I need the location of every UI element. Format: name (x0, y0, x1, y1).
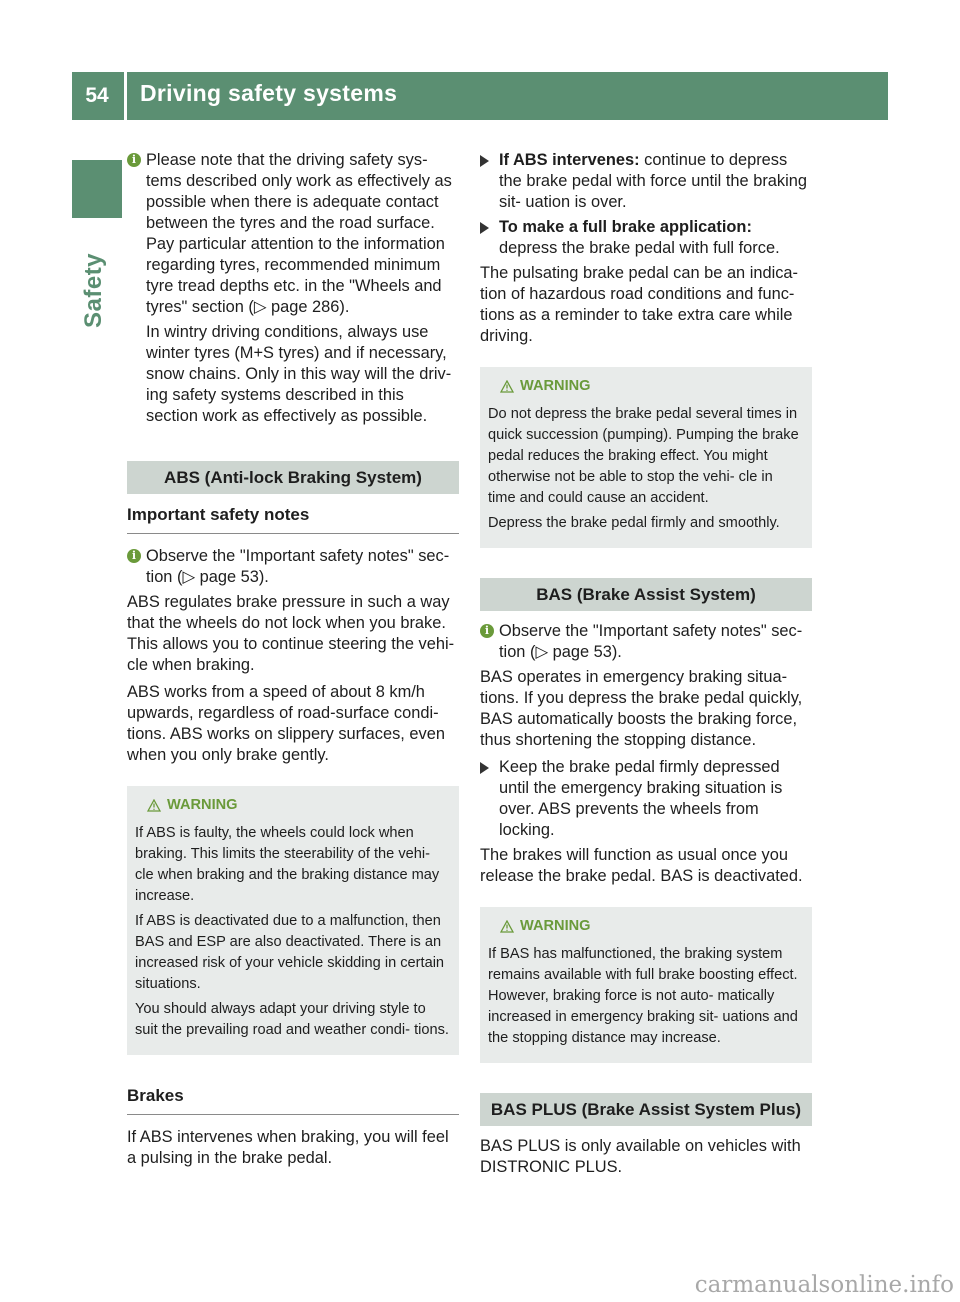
warning-box (127, 786, 459, 1055)
info-icon: i (480, 624, 494, 638)
step-text: Keep the brake pedal firmly depressed until the emergency braking situation is over. ABS prevents the wheels from locking. (499, 758, 783, 839)
warning-label: WARNING (520, 918, 591, 934)
warning-heading (488, 376, 804, 397)
body-paragraph: If ABS intervenes when braking, you will feel a pulsing in the brake pedal. (127, 1128, 449, 1167)
subheading-important-notes: Important safety notes (127, 504, 459, 534)
warning-heading (488, 916, 804, 937)
left-column (127, 150, 459, 1175)
info-note-text: Observe the "Important safety notes" sec- tion (▷ page 53). (146, 547, 450, 586)
warning-text: Do not depress the brake pedal several times in quick succession (pumping). Pumping the brake pedal reduces the braking effect. You might otherwise not be able to stop the vehi- cle in time and could cause an accident. (488, 406, 799, 506)
body-paragraph: The brakes will function as usual once you release the brake pedal. BAS is deactivated. (480, 846, 803, 885)
info-note-text: Please note that the driving safety sys- tems described only work as effectively as possible when there is adequate contact between the tyres and the road surface. Pay particular attention to the information regarding tyres, recommended minimum tyre tread depths etc. in the "Wheels and tyres" section (▷ page 286). (146, 151, 452, 316)
step-text: depress the brake pedal with full force. (499, 239, 780, 257)
warning-triangle-icon (147, 799, 161, 812)
body-paragraph: ABS regulates brake pressure in such a way that the wheels do not lock when you brake. This allows you to continue steering the vehi- cle when braking. (127, 593, 455, 674)
warning-heading (135, 795, 451, 816)
info-note-text: Observe the "Important safety notes" sec- tion (▷ page 53). (499, 622, 803, 661)
page-number: 54 (85, 84, 109, 107)
warning-triangle-icon (500, 380, 514, 393)
right-column (480, 150, 812, 1184)
warning-text: You should always adapt your driving style to suit the prevailing road and weather condi- tions. (135, 1001, 449, 1038)
warning-text: If ABS is deactivated due to a malfunction, then BAS and ESP are also deactivated. There is an increased risk of your vehicle skidding in certain situations. (135, 913, 445, 992)
info-note (480, 621, 812, 663)
instruction-step (480, 150, 812, 213)
body-paragraph: ABS works from a speed of about 8 km/h upwards, regardless of road-surface condi- tions. ABS works on slippery surfaces, even when you only brake gently. (127, 683, 445, 764)
instruction-step (480, 757, 812, 841)
step-text: continue to depress the brake pedal with force until the braking sit- uation is over. (499, 151, 807, 211)
step-label: To make a full brake application: (499, 218, 752, 236)
warning-text: If ABS is faulty, the wheels could lock when braking. This limits the steerability of the vehi- cle when braking and the braking distance may increase. (135, 825, 440, 904)
body-paragraph: BAS PLUS is only available on vehicles with DISTRONIC PLUS. (480, 1137, 801, 1176)
info-note (127, 150, 459, 427)
step-arrow-icon (480, 762, 489, 774)
side-section-label: Safety (80, 252, 107, 328)
body-paragraph: The pulsating brake pedal can be an indica- tion of hazardous road conditions and func- tions as a reminder to take extra care while driving. (480, 264, 799, 345)
warning-text: If BAS has malfunctioned, the braking system remains available with full brake boosting effect. However, braking force is not auto- matically increased in emergency braking sit- uations and the stopping distance may increase. (488, 946, 798, 1046)
info-note-text: In wintry driving conditions, always use winter tyres (M+S tyres) and if necessary, snow chains. Only in this way will the driv- ing safety systems described in this section work as effectively as possible. (146, 323, 452, 425)
step-arrow-icon (480, 155, 489, 167)
section-heading-bas: BAS (Brake Assist System) (480, 578, 812, 611)
chapter-title: Driving safety systems (140, 80, 398, 106)
warning-box (480, 907, 812, 1063)
section-heading-abs: ABS (Anti-lock Braking System) (127, 461, 459, 494)
header-divider (124, 72, 127, 120)
warning-triangle-icon (500, 920, 514, 933)
info-icon: i (127, 549, 141, 563)
subheading-brakes: Brakes (127, 1085, 459, 1115)
warning-label: WARNING (520, 378, 591, 394)
instruction-step (480, 217, 812, 259)
section-heading-bas-plus: BAS PLUS (Brake Assist System Plus) (480, 1093, 812, 1126)
warning-label: WARNING (167, 797, 238, 813)
step-label: If ABS intervenes: (499, 151, 640, 169)
watermark: carmanualsonline.info (694, 1272, 954, 1298)
step-arrow-icon (480, 222, 489, 234)
warning-text: Depress the brake pedal firmly and smoothly. (488, 515, 780, 531)
info-icon: i (127, 153, 141, 167)
info-note (127, 546, 459, 588)
warning-box (480, 367, 812, 548)
body-paragraph: BAS operates in emergency braking situa- tions. If you depress the brake pedal quickly, BAS automatically boosts the braking force, thus shortening the stopping distance. (480, 668, 803, 749)
